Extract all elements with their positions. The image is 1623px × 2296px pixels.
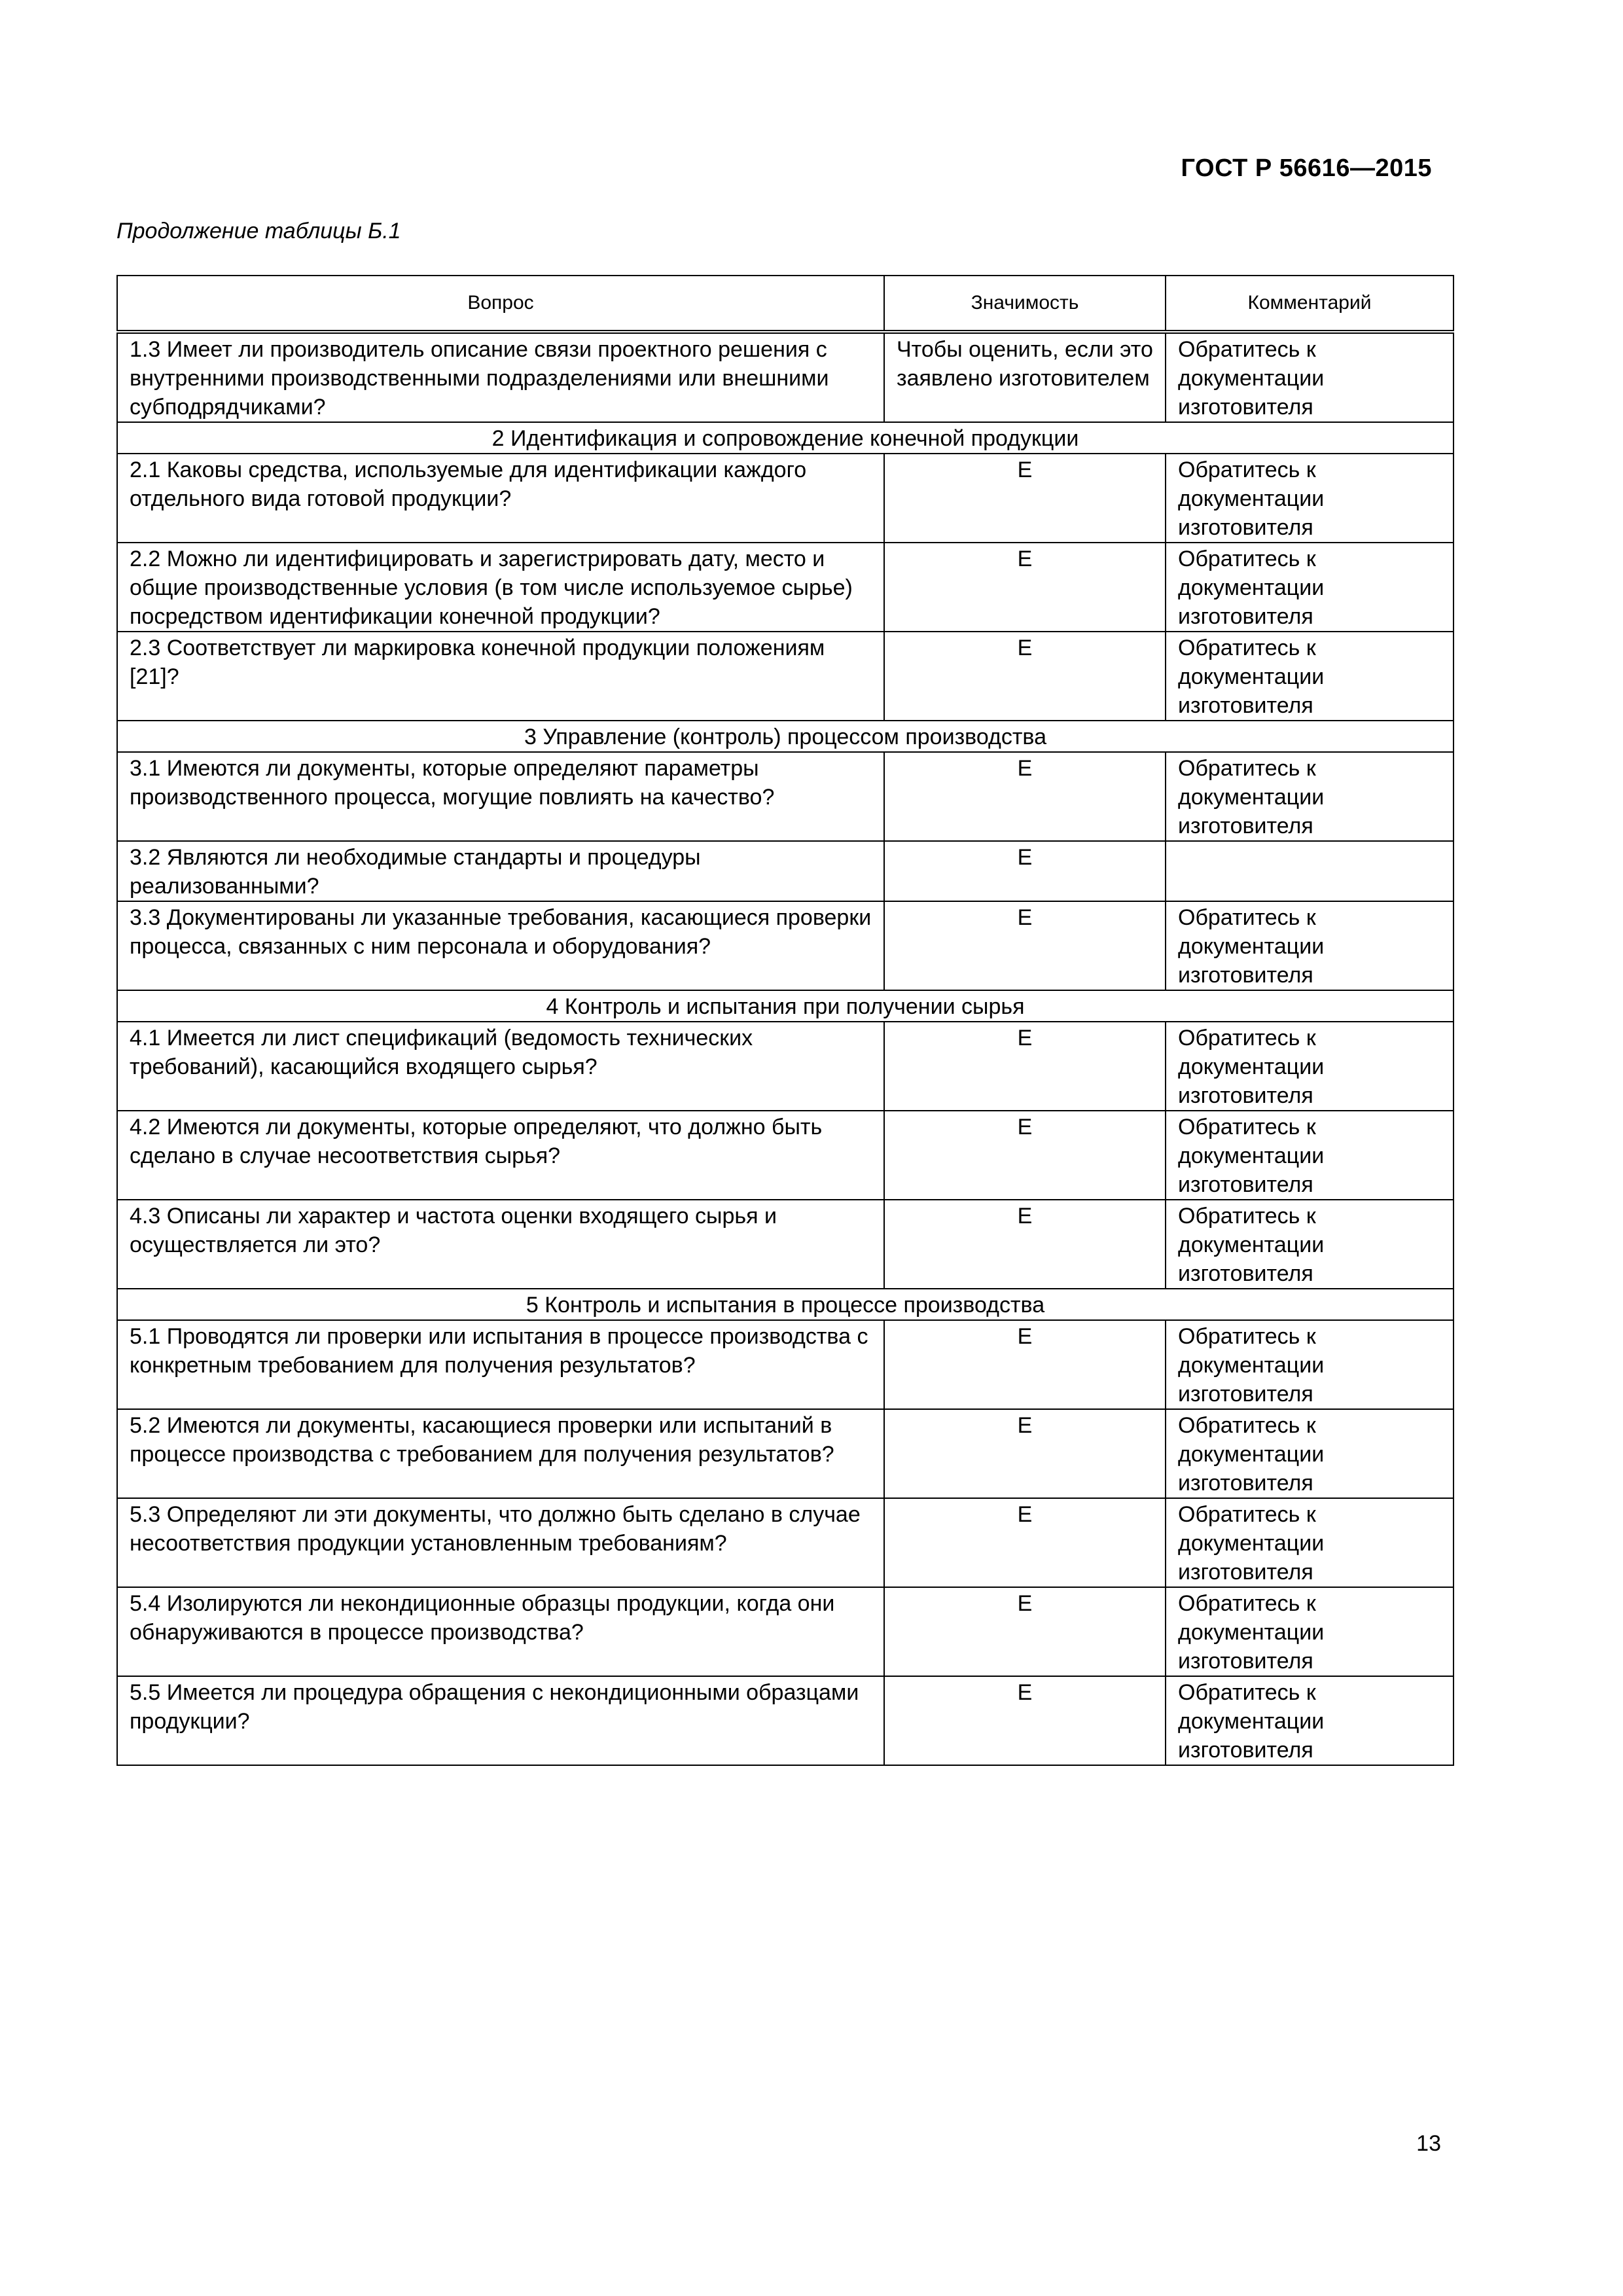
section-header-row bbox=[117, 1289, 1454, 1320]
comment-cell: Обратитесь к документации изготовителя bbox=[1166, 752, 1454, 841]
question-cell: 4.3 Описаны ли характер и частота оценки входящего сырья и осуществляется ли это? bbox=[117, 1200, 884, 1289]
table-row bbox=[117, 841, 1454, 901]
comment-cell: Обратитесь к документации изготовителя bbox=[1166, 332, 1454, 422]
comment-cell: Обратитесь к документации изготовителя bbox=[1166, 1587, 1454, 1676]
question-cell: 2.1 Каковы средства, используемые для идентификации каждого отдельного вида готовой продукции? bbox=[117, 454, 884, 543]
table-row bbox=[117, 1676, 1454, 1765]
table-row bbox=[117, 543, 1454, 632]
standard-designation: ГОСТ Р 56616—2015 bbox=[1181, 154, 1432, 182]
comment-cell: Обратитесь к документации изготовителя bbox=[1166, 1320, 1454, 1409]
question-cell: 3.2 Являются ли необходимые стандарты и процедуры реализованными? bbox=[117, 841, 884, 901]
table-header-row bbox=[117, 276, 1454, 332]
comment-cell: Обратитесь к документации изготовителя bbox=[1166, 1200, 1454, 1289]
question-cell: 5.1 Проводятся ли проверки или испытания в процессе производства с конкретным требованием для получения результатов? bbox=[117, 1320, 884, 1409]
table-caption: Продолжение таблицы Б.1 bbox=[116, 219, 401, 243]
question-cell: 5.5 Имеется ли процедура обращения с некондиционными образцами продукции? bbox=[117, 1676, 884, 1765]
comment-cell: Обратитесь к документации изготовителя bbox=[1166, 1498, 1454, 1587]
significance-cell: Е bbox=[884, 752, 1166, 841]
question-cell: 4.2 Имеются ли документы, которые определяют, что должно быть сделано в случае несоответствия сырья? bbox=[117, 1111, 884, 1200]
significance-cell: Е bbox=[884, 1587, 1166, 1676]
section-title: 4 Контроль и испытания при получении сырья bbox=[117, 990, 1454, 1022]
significance-cell: Е bbox=[884, 454, 1166, 543]
table-row bbox=[117, 454, 1454, 543]
table-row bbox=[117, 1022, 1454, 1111]
table-row bbox=[117, 1320, 1454, 1409]
significance-cell: Е bbox=[884, 1676, 1166, 1765]
section-header-row bbox=[117, 422, 1454, 454]
table-row bbox=[117, 632, 1454, 721]
section-title: 5 Контроль и испытания в процессе производства bbox=[117, 1289, 1454, 1320]
comment-cell: Обратитесь к документации изготовителя bbox=[1166, 1111, 1454, 1200]
question-cell: 2.3 Соответствует ли маркировка конечной продукции положениям [21]? bbox=[117, 632, 884, 721]
comment-cell: Обратитесь к документации изготовителя bbox=[1166, 543, 1454, 632]
section-header-row bbox=[117, 721, 1454, 752]
column-header-comment: Комментарий bbox=[1166, 276, 1454, 332]
comment-cell: Обратитесь к документации изготовителя bbox=[1166, 1676, 1454, 1765]
significance-cell: Е bbox=[884, 1200, 1166, 1289]
question-cell: 3.1 Имеются ли документы, которые определяют параметры производственного процесса, могущие повлиять на качество? bbox=[117, 752, 884, 841]
comment-cell: Обратитесь к документации изготовителя bbox=[1166, 901, 1454, 990]
significance-cell: Е bbox=[884, 841, 1166, 901]
significance-cell: Е bbox=[884, 1498, 1166, 1587]
significance-cell: Е bbox=[884, 1409, 1166, 1498]
significance-cell: Чтобы оценить, если это заявлено изготовителем bbox=[884, 332, 1166, 422]
table-row bbox=[117, 752, 1454, 841]
comment-cell: Обратитесь к документации изготовителя bbox=[1166, 632, 1454, 721]
page-number: 13 bbox=[1416, 2131, 1441, 2156]
table-row bbox=[117, 1498, 1454, 1587]
section-title: 2 Идентификация и сопровождение конечной продукции bbox=[117, 422, 1454, 454]
significance-cell: Е bbox=[884, 543, 1166, 632]
question-cell: 5.4 Изолируются ли некондиционные образцы продукции, когда они обнаруживаются в процессе производства? bbox=[117, 1587, 884, 1676]
question-cell: 4.1 Имеется ли лист спецификаций (ведомость технических требований), касающийся входящего сырья? bbox=[117, 1022, 884, 1111]
table-row bbox=[117, 1409, 1454, 1498]
significance-cell: Е bbox=[884, 1111, 1166, 1200]
section-header-row bbox=[117, 990, 1454, 1022]
section-title: 3 Управление (контроль) процессом производства bbox=[117, 721, 1454, 752]
significance-cell: Е bbox=[884, 632, 1166, 721]
comment-cell: Обратитесь к документации изготовителя bbox=[1166, 1022, 1454, 1111]
column-header-question: Вопрос bbox=[117, 276, 884, 332]
significance-cell: Е bbox=[884, 1022, 1166, 1111]
table-row bbox=[117, 332, 1454, 422]
question-cell: 3.3 Документированы ли указанные требования, касающиеся проверки процесса, связанных с ним персонала и оборудования? bbox=[117, 901, 884, 990]
question-cell: 5.3 Определяют ли эти документы, что должно быть сделано в случае несоответствия продукции установленным требованиям? bbox=[117, 1498, 884, 1587]
significance-cell: Е bbox=[884, 901, 1166, 990]
table-row bbox=[117, 1587, 1454, 1676]
significance-cell: Е bbox=[884, 1320, 1166, 1409]
comment-cell: Обратитесь к документации изготовителя bbox=[1166, 1409, 1454, 1498]
comment-cell bbox=[1166, 841, 1454, 901]
column-header-significance: Значимость bbox=[884, 276, 1166, 332]
comment-cell: Обратитесь к документации изготовителя bbox=[1166, 454, 1454, 543]
table-row bbox=[117, 901, 1454, 990]
question-cell: 2.2 Можно ли идентифицировать и зарегистрировать дату, место и общие производственные условия (в том числе используемое сырье) посредством идентификации конечной продукции? bbox=[117, 543, 884, 632]
question-cell: 1.3 Имеет ли производитель описание связи проектного решения с внутренними производственными подразделениями или внешними субподрядчиками? bbox=[117, 332, 884, 422]
table-row bbox=[117, 1200, 1454, 1289]
requirements-table bbox=[116, 275, 1454, 1766]
question-cell: 5.2 Имеются ли документы, касающиеся проверки или испытаний в процессе производства с требованием для получения результатов? bbox=[117, 1409, 884, 1498]
table-row bbox=[117, 1111, 1454, 1200]
